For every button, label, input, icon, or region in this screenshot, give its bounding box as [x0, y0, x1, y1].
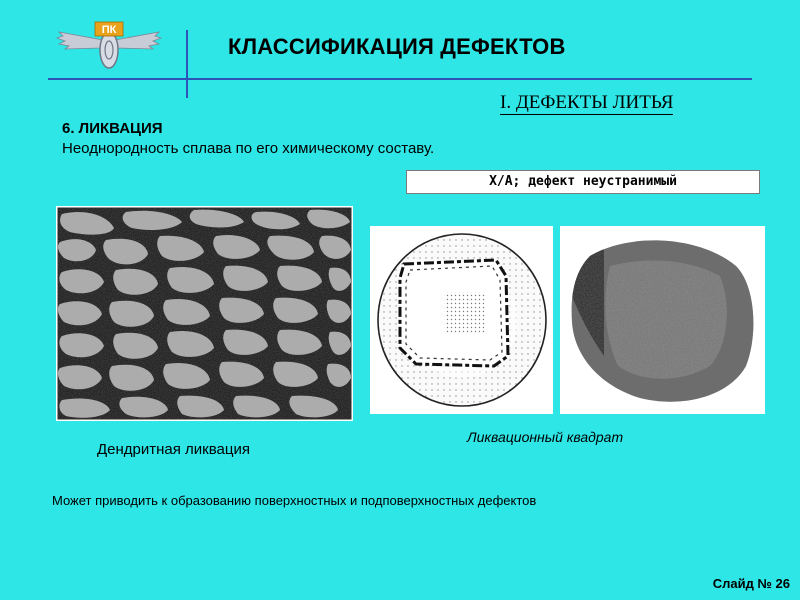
- logo-text: ПК: [101, 24, 117, 36]
- consequence-note: Может приводить к образованию поверхностных и подповерхностных дефектов: [52, 493, 537, 508]
- classification-box: Х/А; дефект неустранимый: [406, 170, 760, 194]
- slide-number: Слайд № 26: [712, 576, 790, 591]
- defect-heading: 6. ЛИКВАЦИЯ: [62, 120, 163, 137]
- ingot-section-photo: [560, 226, 765, 414]
- segregation-square-drawing: [370, 226, 553, 414]
- defect-description: Неоднородность сплава по его химическому составу.: [62, 140, 435, 157]
- header-horizontal-rule: [48, 78, 752, 80]
- section-title: I. ДЕФЕКТЫ ЛИТЬЯ: [500, 92, 674, 113]
- railway-logo: [55, 18, 163, 74]
- header-vertical-rule: [186, 30, 188, 98]
- dendrite-caption: Дендритная ликвация: [97, 441, 250, 458]
- dendrite-micrograph: [56, 206, 353, 421]
- page-title: КЛАССИФИКАЦИЯ ДЕФЕКТОВ: [228, 34, 566, 59]
- segregation-square-caption: Ликвационный квадрат: [467, 429, 624, 445]
